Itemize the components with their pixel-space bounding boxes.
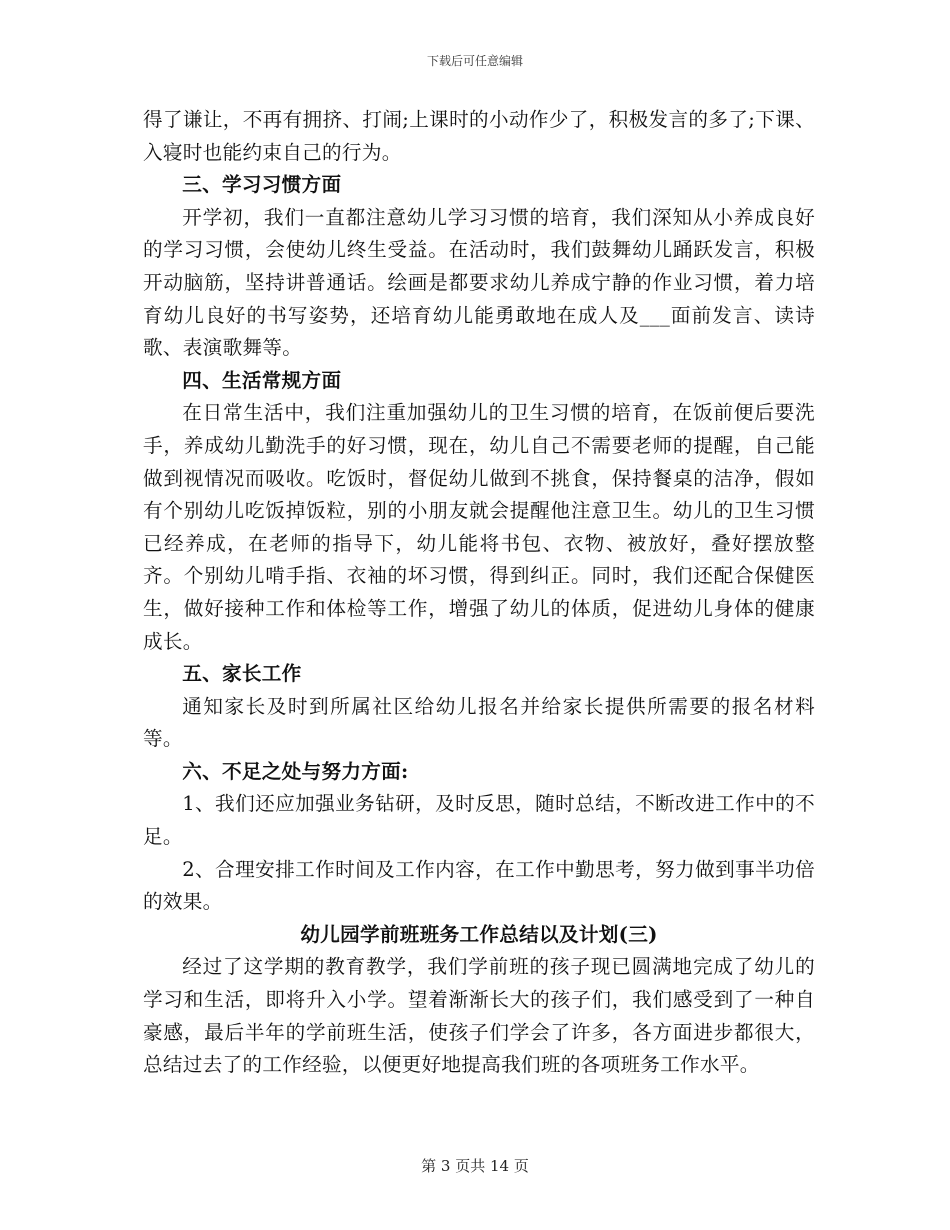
paragraph-summary-intro: 经过了这学期的教育教学，我们学前班的孩子现已圆满地完成了幼儿的学习和生活，即将升入小学。望着渐渐长大的孩子们，我们感受到了一种自豪感，最后半年的学前班生活，使孩子们学会了许多，各方面进步都很大，总结过去了的工作经验，以便更好地提高我们班的各项班务工作水平。	[143, 955, 815, 1077]
section-heading-daily-routine: 四、生活常规方面	[182, 368, 342, 392]
section-heading-study-habits: 三、学习习惯方面	[182, 173, 342, 197]
paragraph-study-habits: 开学初，我们一直都注意幼儿学习习惯的培育，我们深知从小养成良好的学习习惯，会使幼儿终生受益。在活动时，我们鼓舞幼儿踊跃发言，积极开动脑筋，坚持讲普通话。绘画是都要求幼儿养成宁静的作业习惯，着力培育幼儿良好的书写姿势，还培育幼儿能勇敢地在成人及___面前发言、读诗歌、表演歌舞等。	[143, 205, 815, 360]
paragraph-shortcoming-2: 2、合理安排工作时间及工作内容，在工作中勤思考，努力做到事半功倍的效果。	[143, 857, 815, 914]
page-number: 第 3 页共 14 页	[421, 1157, 529, 1175]
section-heading-parent-work: 五、家长工作	[182, 662, 302, 686]
paragraph-daily-routine: 在日常生活中，我们注重加强幼儿的卫生习惯的培育，在饭前便后要洗手，养成幼儿勤洗手的好习惯，现在，幼儿自己不需要老师的提醒，自己能做到视情况而吸收。吃饭时，督促幼儿做到不挑食，保持餐桌的洁净，假如有个别幼儿吃饭掉饭粒，别的小朋友就会提醒他注意卫生。幼儿的卫生习惯已经养成，在老师的指导下，幼儿能将书包、衣物、被放好，叠好摆放整齐。个别幼儿啃手指、衣袖的坏习惯，得到纠正。同时，我们还配合保健医生，做好接种工作和体检等工作，增强了幼儿的体质，促进幼儿身体的健康成长。	[143, 401, 815, 653]
document-body	[143, 104, 815, 1082]
paragraph-continued: 得了谦让，不再有拥挤、打闹;上课时的小动作少了，积极发言的多了;下课、入寝时也能约束自己的行为。	[143, 108, 815, 164]
paragraph-shortcoming-1: 1、我们还应加强业务钻研，及时反思，随时总结，不断改进工作中的不足。	[143, 792, 815, 849]
paragraph-parent-work: 通知家长及时到所属社区给幼儿报名并给家长提供所需要的报名材料等。	[143, 694, 815, 751]
page-header: 下载后可任意编辑	[426, 54, 523, 68]
document-title: 幼儿园学前班班务工作总结以及计划(三)	[300, 922, 658, 946]
section-heading-shortcomings: 六、不足之处与努力方面:	[182, 759, 409, 783]
